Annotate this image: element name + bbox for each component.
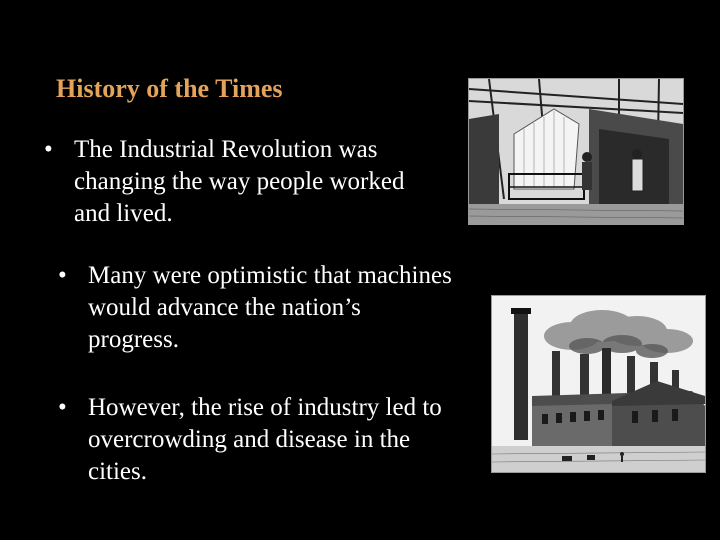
bullet-marker: •: [58, 262, 67, 289]
bullet-marker: •: [58, 394, 67, 421]
bullet-marker: •: [44, 136, 53, 163]
loom-interior-illustration: [469, 79, 683, 224]
bullet-item: [58, 392, 468, 488]
bullet-text: The Industrial Revolution was changing the way people worked and lived.: [74, 136, 405, 227]
bullet-item: [44, 134, 444, 230]
slide-title: History of the Times: [56, 74, 283, 103]
factory-smokestacks-engraving: [491, 295, 706, 473]
bullet-text: However, the rise of industry led to overcrowding and disease in the cities.: [88, 394, 442, 485]
factory-exterior-illustration: [492, 296, 705, 472]
bullet-item: [58, 260, 458, 356]
bullet-text: Many were optimistic that machines would advance the nation’s progress.: [88, 262, 452, 353]
loom-factory-engraving: [468, 78, 684, 225]
